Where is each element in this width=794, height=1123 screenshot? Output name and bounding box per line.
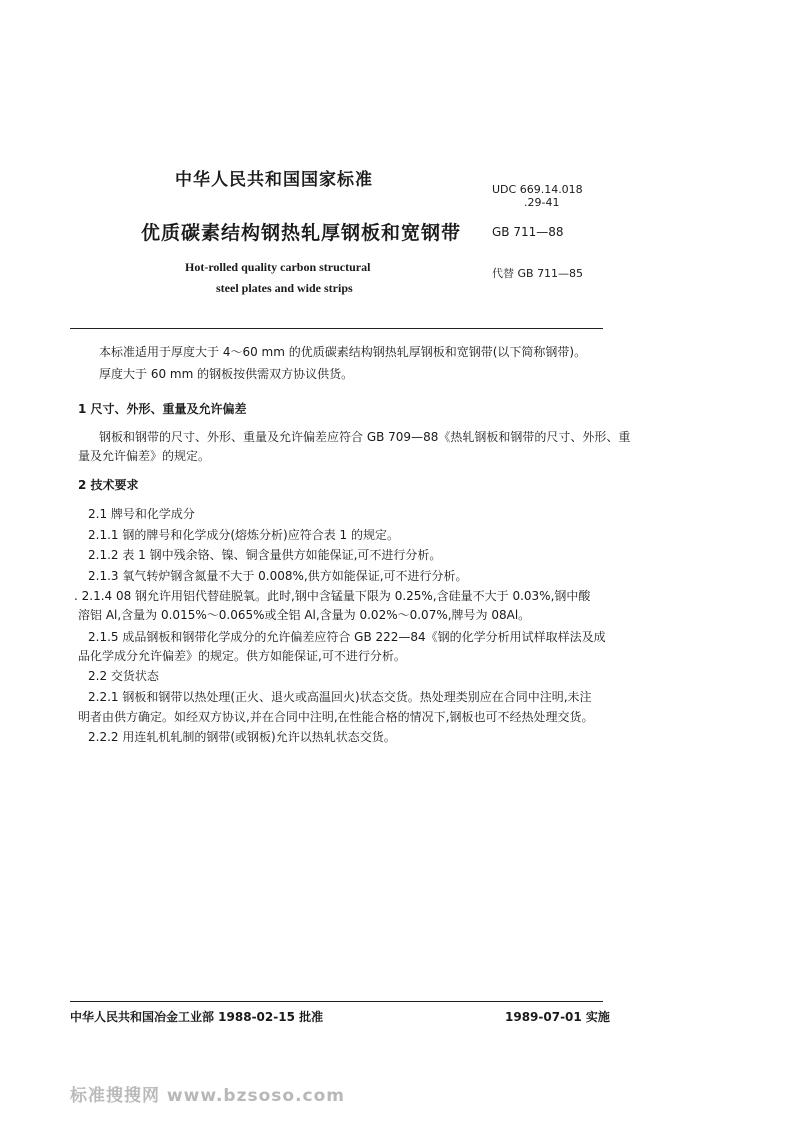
clause-2-1-2: 2.1.2 表 1 钢中残余铬、镍、铜含量供方如能保证,可不进行分析。 (88, 548, 442, 562)
clause-2-1-4-line-1: . 2.1.4 08 钢允许用铝代替硅脱氧。此时,钢中含锰量下限为 0.25%,含硅量不大于 0.03%,钢中酸 (74, 589, 591, 603)
document-title: 优质碳素结构钢热轧厚钢板和宽钢带 (141, 222, 462, 244)
site-watermark: 标准搜搜网 www.bzsoso.com (70, 1086, 345, 1106)
section-1-heading: 1 尺寸、外形、重量及允许偏差 (78, 402, 247, 416)
intro-line-2: 厚度大于 60 mm 的钢板按供需双方协议供货。 (99, 367, 354, 381)
udc-code: UDC 669.14.018 (492, 183, 583, 196)
replaces-standard: 代替 GB 711—85 (492, 267, 584, 280)
section-1-text-line-2: 量及允许偏差》的规定。 (78, 449, 211, 463)
section-1-text-line-1: 钢板和钢带的尺寸、外形、重量及允许偏差应符合 GB 709—88《热轧钢板和钢带的尺寸、外形、重 (99, 430, 631, 444)
section-2-heading: 2 技术要求 (78, 478, 139, 492)
effective-date: 1989-07-01 实施 (505, 1010, 610, 1024)
national-standard-heading: 中华人民共和国国家标准 (175, 170, 373, 190)
clause-2-2-2: 2.2.2 用连轧机轧制的钢带(或钢板)允许以热轧状态交货。 (88, 730, 396, 744)
clause-2-1-5-line-2: 品化学成分允许偏差》的规定。供方如能保证,可不进行分析。 (78, 649, 406, 663)
clause-2-2: 2.2 交货状态 (88, 669, 159, 683)
udc-code-continued: .29-41 (524, 196, 560, 209)
clause-2-1: 2.1 牌号和化学成分 (88, 507, 195, 521)
clause-2-2-1-line-1: 2.2.1 钢板和钢带以热处理(正火、退火或高温回火)状态交货。热处理类别应在合同中注明,未注 (88, 690, 592, 704)
clause-2-1-3: 2.1.3 氧气转炉钢含氮量不大于 0.008%,供方如能保证,可不进行分析。 (88, 569, 468, 583)
standard-number: GB 711—88 (492, 225, 564, 239)
clause-2-1-1: 2.1.1 钢的牌号和化学成分(熔炼分析)应符合表 1 的规定。 (88, 528, 399, 542)
clause-2-2-1-line-2: 明者由供方确定。如经双方协议,并在合同中注明,在性能合格的情况下,钢板也可不经热处理交货。 (78, 710, 594, 724)
footer-divider (70, 1001, 603, 1002)
approval-line: 中华人民共和国冶金工业部 1988-02-15 批准 (70, 1010, 324, 1024)
header-divider (70, 328, 603, 329)
clause-2-1-4-line-2: 溶铝 Al,含量为 0.015%～0.065%或全铝 Al,含量为 0.02%～0.07%,牌号为 08Al。 (78, 608, 531, 622)
intro-line-1: 本标准适用于厚度大于 4～60 mm 的优质碳素结构钢热轧厚钢板和宽钢带(以下简称钢带)。 (99, 345, 587, 359)
english-title-line-1: Hot-rolled quality carbon structural (185, 260, 371, 274)
clause-2-1-5-line-1: 2.1.5 成品钢板和钢带化学成分的允许偏差应符合 GB 222—84《钢的化学分析用试样取样法及成 (88, 630, 606, 644)
english-title-line-2: steel plates and wide strips (216, 281, 353, 295)
